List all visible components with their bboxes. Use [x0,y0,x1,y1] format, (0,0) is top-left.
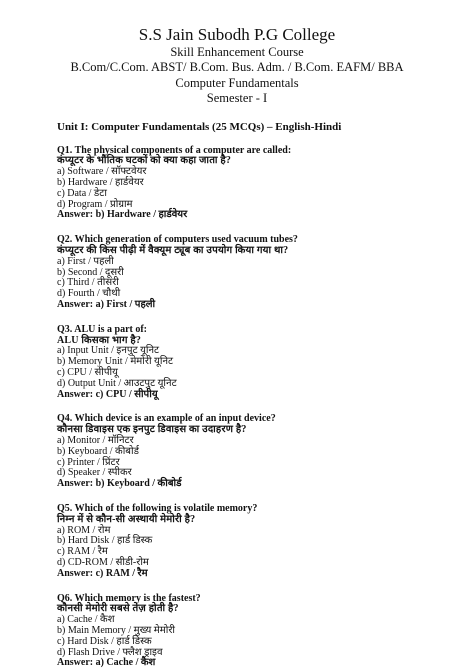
question-english: Q4. Which device is an example of an input device? [57,413,276,425]
question-hindi: कौनसी मेमोरी सबसे तेज़ होती है? [57,603,179,615]
question-hindi: निम्न में से कौन-सी अस्थायी मेमोरी है? [57,513,196,525]
option-b: b) Main Memory / मुख्य मेमोरी [57,624,176,636]
question-english: Q5. Which of the following is volatile memory? [57,502,258,514]
question-item [57,325,474,401]
question-item [57,594,474,669]
question-english: Q2. Which generation of computers used vacuum tubes? [57,234,298,246]
option-b: b) Hard Disk / हार्ड डिस्क [57,535,153,547]
option-c: c) Third / तीसरी [57,277,119,289]
unit-title: Unit I: Computer Fundamentals (25 MCQs) – English-Hindi [57,120,342,133]
question-item [57,146,474,222]
option-d: d) Fourth / चौथी [57,288,121,300]
answer: Answer: b) Keyboard / कीबोर्ड [57,478,182,490]
answer: Answer: a) First / पहली [57,298,156,310]
option-a: a) Cache / कैश [57,614,115,626]
question-item [57,504,474,580]
question-hindi: कंप्यूटर की किस पीढ़ी में वैक्यूम ट्यूब का उपयोग किया गया था? [57,245,289,256]
option-c: c) Data / डेटा [57,187,107,199]
question-english: Q6. Which memory is the fastest? [57,592,201,604]
option-d: d) Program / प्रोग्राम [57,198,133,210]
option-c: c) CPU / सीपीयू [57,366,118,378]
option-c: c) Hard Disk / हार्ड डिस्क [57,635,152,647]
question-item [57,235,474,311]
question-english: Q1. The physical components of a computer are called: [57,144,292,156]
option-a: a) ROM / रोम [57,524,111,536]
option-a: a) Software / सॉफ्टवेयर [57,166,147,178]
programmes: B.Com/C.Com. ABST/ B.Com. Bus. Adm. / B.Com. EAFM/ BBA [70,60,404,75]
answer: Answer: c) CPU / सीपीयू [57,388,158,400]
option-b: b) Second / दूसरी [57,266,124,278]
question-english: Q3. ALU is a part of: [57,323,147,335]
option-a: a) Input Unit / इनपुट यूनिट [57,345,160,357]
option-b: b) Memory Unit / मेमोरी यूनिट [57,356,174,368]
answer: Answer: c) RAM / रैम [57,567,148,579]
option-c: c) RAM / रैम [57,546,108,558]
question-hindi: कंप्यूटर के भौतिक घटकों को क्या कहा जाता है? [57,155,232,167]
subject-name: Computer Fundamentals [175,75,299,90]
option-a: a) Monitor / मॉनिटर [57,434,134,446]
question-item [57,414,474,490]
semester: Semester - I [206,91,268,106]
answer: Answer: b) Hardware / हार्डवेयर [57,209,188,221]
option-a: a) First / पहली [57,255,114,267]
question-list [57,146,474,669]
question-hindi: ALU किसका भाग है? [57,334,142,346]
option-d: d) Speaker / स्पीकर [57,467,132,479]
option-c: c) Printer / प्रिंटर [57,456,120,468]
option-d: d) Flash Drive / फ्लैश ड्राइव [57,646,163,658]
course-name: Skill Enhancement Course [170,45,304,59]
document-header [0,0,474,107]
option-d: d) CD-ROM / सीडी-रोम [57,556,149,568]
college-name: S.S Jain Subodh P.G College [138,25,336,44]
question-hindi: कौनसा डिवाइस एक इनपुट डिवाइस का उदाहरण है? [57,424,247,436]
option-b: b) Keyboard / कीबोर्ड [57,445,139,457]
answer: Answer: a) Cache / कैश [57,657,156,669]
option-b: b) Hardware / हार्डवेयर [57,177,144,189]
option-d: d) Output Unit / आउटपुट यूनिट [57,377,177,389]
